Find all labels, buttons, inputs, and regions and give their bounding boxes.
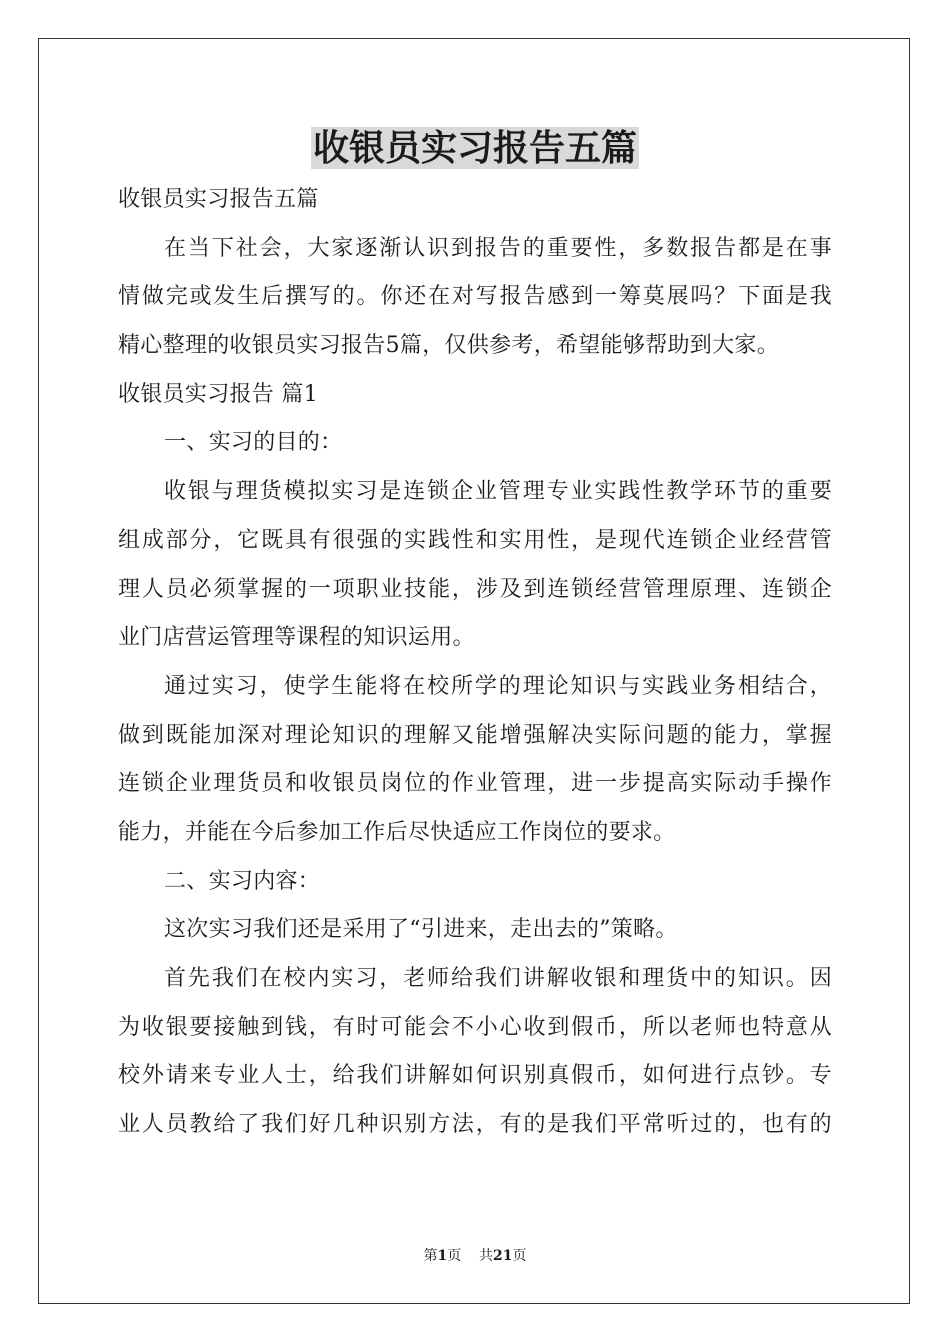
text-line: 这次实习我们还是采用了“引进来，走出去的”策略。 bbox=[164, 917, 678, 943]
text-line: 在当下社会，大家逐渐认识到报告的重要性，多数报告都是在事 bbox=[164, 235, 832, 261]
text-line: 收银员实习报告 篇1 bbox=[118, 381, 318, 407]
text-line: 做到既能加深对理论知识的理解又能增强解决实际问题的能力，掌握 bbox=[118, 722, 832, 748]
document-title-text: 收银员实习报告五篇 bbox=[312, 127, 637, 169]
text-line: 校外请来专业人士，给我们讲解如何识别真假币，如何进行点钞。专 bbox=[118, 1063, 832, 1089]
text-line: 二、实习内容： bbox=[164, 868, 321, 894]
text-line: 收银与理货模拟实习是连锁企业管理专业实践性教学环节的重要 bbox=[164, 479, 832, 505]
page-number-suffix: 页 bbox=[447, 1248, 462, 1264]
text-line: 首先我们在校内实习，老师给我们讲解收银和理货中的知识。因 bbox=[164, 966, 832, 991]
text-line: 连锁企业理货员和收银员岗位的作业管理，进一步提高实际动手操作 bbox=[118, 771, 832, 797]
page-footer bbox=[0, 1246, 950, 1266]
total-pages-suffix: 页 bbox=[512, 1248, 527, 1264]
text-line: 业人员教给了我们好几种识别方法，有的是我们平常听过的，也有的 bbox=[118, 1112, 832, 1138]
text-line: 组成部分，它既具有很强的实践性和实用性，是现代连锁企业经营管 bbox=[118, 527, 832, 553]
total-pages-prefix: 共 bbox=[479, 1248, 494, 1264]
text-line: 情做完或发生后撰写的。你还在对写报告感到一筹莫展吗？下面是我 bbox=[118, 284, 832, 310]
text-line: 理人员必须掌握的一项职业技能，涉及到连锁经营管理原理、连锁企 bbox=[118, 576, 832, 602]
text-line: 能力，并能在今后参加工作后尽快适应工作岗位的要求。 bbox=[118, 819, 676, 845]
document-title bbox=[0, 124, 950, 172]
text-line: 为收银要接触到钱，有时可能会不小心收到假币，所以老师也特意从 bbox=[118, 1014, 832, 1040]
page-number: 1 bbox=[437, 1248, 448, 1264]
page-number-prefix: 第 bbox=[423, 1248, 438, 1264]
text-line: 一、实习的目的： bbox=[164, 430, 343, 456]
text-line: 通过实习，使学生能将在校所学的理论知识与实践业务相结合， bbox=[164, 673, 832, 699]
text-line: 收银员实习报告五篇 bbox=[118, 187, 319, 212]
text-line: 业门店营运管理等课程的知识运用。 bbox=[118, 625, 475, 651]
document-body bbox=[118, 176, 832, 1150]
total-pages: 21 bbox=[493, 1248, 513, 1264]
text-line: 精心整理的收银员实习报告5篇，仅供参考，希望能够帮助到大家。 bbox=[118, 333, 779, 359]
